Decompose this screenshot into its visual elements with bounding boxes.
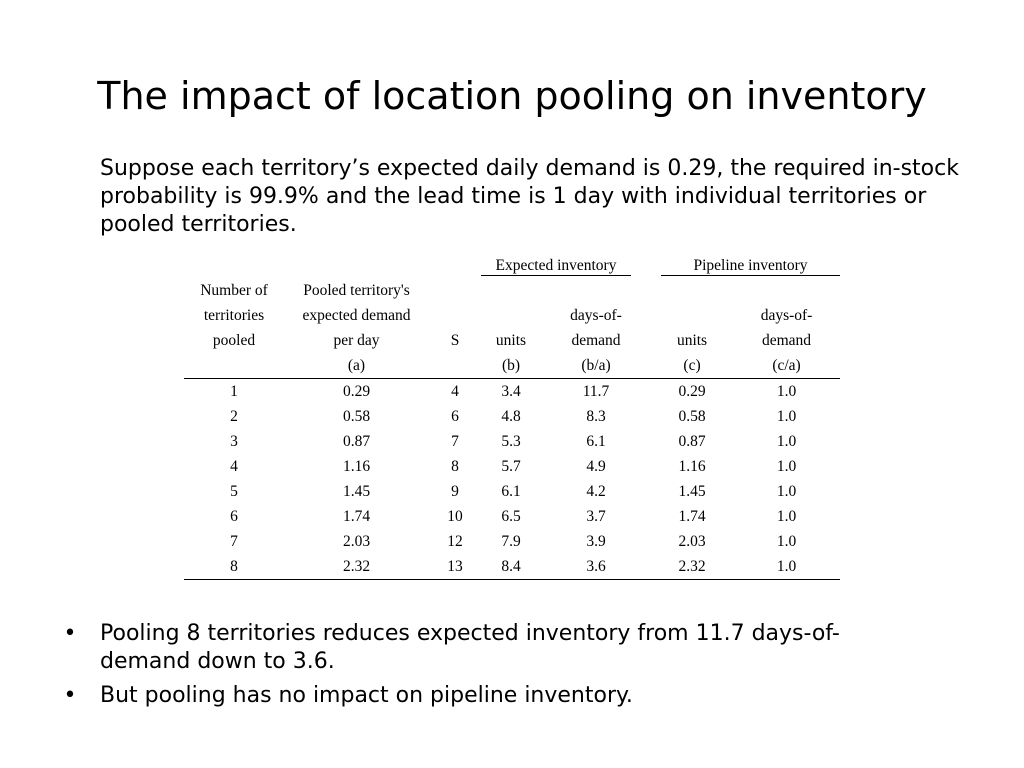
cell-territories-pooled: 6 xyxy=(230,508,238,525)
table-row xyxy=(184,429,840,454)
header-cell xyxy=(651,278,733,303)
cell-expected-units: 4.8 xyxy=(501,408,521,425)
bullet-text: But pooling has no impact on pipeline inventory. xyxy=(100,683,633,708)
cell-pipeline-units: 1.16 xyxy=(678,458,706,475)
cell-pipeline-days: 1.0 xyxy=(776,433,797,450)
cell-pipeline-units: 0.29 xyxy=(678,383,706,400)
cell-pooled-demand: 2.03 xyxy=(342,533,371,550)
bullet-marker: • xyxy=(63,621,77,646)
header-row xyxy=(184,353,840,379)
header-cell xyxy=(429,278,481,303)
bullet-item xyxy=(60,620,920,676)
cell-pipeline-days: 1.0 xyxy=(776,508,797,525)
cell-pooled-demand: 0.87 xyxy=(342,433,371,450)
group-header-expected-inventory xyxy=(481,254,651,278)
group-header-expected-label: Expected inventory xyxy=(481,257,631,276)
cell-territories-pooled: 3 xyxy=(230,433,238,450)
cell-pipeline-days: 1.0 xyxy=(776,458,797,475)
header-cell: S xyxy=(450,332,460,349)
cell-expected-days: 4.9 xyxy=(586,458,606,475)
table-row xyxy=(184,529,840,554)
cell-expected-days: 8.3 xyxy=(586,408,606,425)
cell-territories-pooled: 8 xyxy=(184,554,284,580)
header-cell: demand xyxy=(571,332,621,349)
cell-pipeline-units: 1.74 xyxy=(678,508,706,525)
cell-expected-units: 6.5 xyxy=(501,508,521,525)
cell-pipeline-days: 1.0 xyxy=(776,408,797,425)
header-cell: units xyxy=(676,332,708,349)
cell-s: 12 xyxy=(447,533,463,550)
group-spacer xyxy=(284,254,429,278)
group-header-pipeline-label: Pipeline inventory xyxy=(661,257,840,276)
cell-expected-days: 6.1 xyxy=(586,433,606,450)
cell-pooled-demand: 2.32 xyxy=(284,554,429,580)
header-row xyxy=(184,278,840,303)
cell-s: 4 xyxy=(451,383,459,400)
cell-s: 8 xyxy=(451,458,459,475)
header-row xyxy=(184,328,840,353)
header-cell: demand xyxy=(761,332,812,349)
cell-expected-days: 3.6 xyxy=(541,554,651,580)
header-cell: pooled xyxy=(212,332,256,349)
table-body xyxy=(184,379,840,580)
cell-s: 6 xyxy=(451,408,459,425)
cell-pipeline-units: 0.58 xyxy=(678,408,706,425)
header-cell: (c/a) xyxy=(733,353,840,379)
cell-pipeline-days: 1.0 xyxy=(776,533,797,550)
cell-expected-days: 3.9 xyxy=(586,533,606,550)
bullet-text: Pooling 8 territories reduces expected inventory from 11.7 days-of-demand down to 3.6. xyxy=(100,621,840,674)
cell-expected-days: 3.7 xyxy=(586,508,606,525)
cell-pipeline-units: 2.32 xyxy=(651,554,733,580)
group-spacer xyxy=(184,254,284,278)
table-row xyxy=(184,404,840,429)
header-cell: days-of- xyxy=(570,307,622,324)
header-cell xyxy=(429,353,481,379)
cell-s: 13 xyxy=(429,554,481,580)
table-row xyxy=(184,479,840,504)
header-cell: territories xyxy=(203,307,265,324)
cell-pooled-demand: 1.16 xyxy=(342,458,371,475)
cell-expected-units: 3.4 xyxy=(501,383,521,400)
cell-pipeline-units: 1.45 xyxy=(678,483,706,500)
slide-title: The impact of location pooling on inventory xyxy=(97,74,927,118)
header-cell: (a) xyxy=(284,353,429,379)
cell-pipeline-days: 1.0 xyxy=(733,554,840,580)
cell-pipeline-units: 0.87 xyxy=(678,433,706,450)
cell-territories-pooled: 2 xyxy=(230,408,238,425)
cell-pipeline-days: 1.0 xyxy=(776,483,797,500)
cell-s: 9 xyxy=(451,483,459,500)
header-row xyxy=(184,303,840,328)
header-cell xyxy=(429,303,481,328)
group-spacer xyxy=(429,254,481,278)
cell-pooled-demand: 0.58 xyxy=(342,408,371,425)
cell-expected-units: 7.9 xyxy=(501,533,521,550)
cell-expected-units: 5.7 xyxy=(501,458,521,475)
header-cell: (c) xyxy=(651,353,733,379)
cell-territories-pooled: 1 xyxy=(230,383,238,400)
header-cell: Pooled territory's xyxy=(303,282,410,299)
cell-territories-pooled: 4 xyxy=(230,458,238,475)
cell-pooled-demand: 1.45 xyxy=(342,483,371,500)
header-cell xyxy=(481,278,541,303)
table-row xyxy=(184,504,840,529)
bullet-marker: • xyxy=(63,683,77,708)
header-cell xyxy=(651,303,733,328)
header-cell xyxy=(481,303,541,328)
cell-expected-units: 6.1 xyxy=(501,483,521,500)
header-cell: units xyxy=(495,332,527,349)
header-cell: (b) xyxy=(481,353,541,379)
group-header-pipeline-inventory xyxy=(651,254,840,278)
intro-paragraph: Suppose each territory’s expected daily demand is 0.29, the required in-stock probability is 99.9% and the lead time is 1 day with individual territories or pooled territories. xyxy=(100,156,959,237)
header-cell xyxy=(184,353,284,379)
cell-expected-days: 11.7 xyxy=(582,383,610,400)
cell-s: 7 xyxy=(451,433,459,450)
table-row xyxy=(184,379,840,405)
bullet-list xyxy=(60,620,920,716)
header-cell: (b/a) xyxy=(541,353,651,379)
cell-expected-units: 5.3 xyxy=(501,433,521,450)
cell-pipeline-days: 1.0 xyxy=(776,383,797,400)
bullet-item xyxy=(60,682,920,710)
header-cell xyxy=(733,278,840,303)
header-cell xyxy=(541,278,651,303)
cell-territories-pooled: 5 xyxy=(230,483,238,500)
header-cell: per day xyxy=(333,332,380,349)
inventory-table xyxy=(184,254,840,580)
header-cell: Number of xyxy=(200,282,268,299)
cell-pooled-demand: 0.29 xyxy=(342,383,371,400)
cell-pipeline-units: 2.03 xyxy=(678,533,706,550)
table-row xyxy=(184,454,840,479)
cell-expected-units: 8.4 xyxy=(481,554,541,580)
header-cell: expected demand xyxy=(302,307,411,324)
table-row xyxy=(184,554,840,580)
cell-territories-pooled: 7 xyxy=(230,533,238,550)
header-cell: days-of- xyxy=(760,307,813,324)
cell-pooled-demand: 1.74 xyxy=(342,508,371,525)
cell-s: 10 xyxy=(447,508,463,525)
cell-expected-days: 4.2 xyxy=(586,483,606,500)
